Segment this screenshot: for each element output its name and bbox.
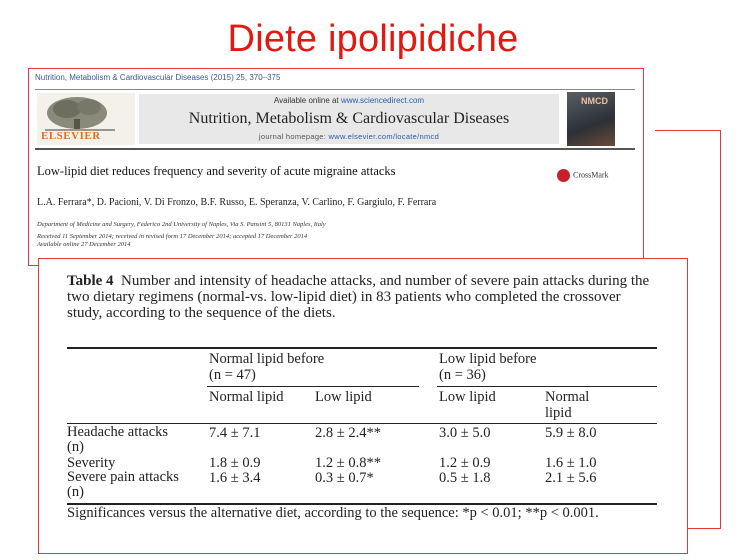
table-cell: 0.3 ± 0.7* [315, 470, 374, 486]
publisher-name: ELSEVIER [41, 130, 101, 142]
column-header-3: Low lipid [439, 389, 496, 405]
group-n-low-before: (n = 36) [439, 367, 486, 383]
table-label: Table 4 [67, 273, 114, 289]
journal-masthead [35, 89, 635, 150]
table-cell: 1.6 ± 1.0 [545, 455, 597, 471]
homepage-prefix: journal homepage: [258, 132, 329, 141]
journal-cover-image [567, 92, 615, 146]
cover-label: NMCD [581, 96, 608, 106]
available-online-date: Available online 27 December 2014 [37, 241, 131, 248]
table-cell: 1.8 ± 0.9 [209, 455, 261, 471]
journal-reference: Nutrition, Metabolism & Cardiovascular Diseases (2015) 25, 370–375 [35, 73, 281, 82]
table-cell: 1.6 ± 3.4 [209, 470, 261, 486]
row-label-severity: Severity [67, 455, 116, 471]
group-n-normal-before: (n = 47) [209, 367, 256, 383]
column-header-2: Low lipid [315, 389, 372, 405]
crossmark-label: CrossMark [573, 170, 609, 180]
table-caption [67, 273, 657, 321]
table-cell: 3.0 ± 5.0 [439, 425, 491, 441]
sciencedirect-link[interactable]: www.sciencedirect.com [340, 96, 425, 105]
table-cell: 1.2 ± 0.8** [315, 455, 381, 471]
author-list: L.A. Ferrara*, D. Pacioni, V. Di Fronzo, B.F. Russo, E. Speranza, V. Carlino, F. Gargiulo, F. Ferrara [37, 197, 437, 208]
paper-title: Low-lipid diet reduces frequency and severity of acute migraine attacks [37, 164, 396, 178]
table-top-rule [67, 347, 657, 349]
table-cell: 1.2 ± 0.9 [439, 455, 491, 471]
crossmark-badge[interactable] [557, 169, 609, 182]
column-header-1: Normal lipid [209, 389, 284, 405]
availability-prefix: Available online at [273, 96, 341, 105]
table-footnote: Significances versus the alternative diet, according to the sequence: *p < 0.01; **p < 0.001. [67, 505, 599, 521]
table-cell: 5.9 ± 8.0 [545, 425, 597, 441]
table-excerpt [38, 258, 688, 554]
received-dates: Received 11 September 2014; received in revised form 17 December 2014; accepted 17 December 2014 [37, 233, 308, 240]
table-cell: 0.5 ± 1.8 [439, 470, 491, 486]
row-label-headache: Headache attacks (n) [67, 424, 169, 455]
journal-band [139, 94, 559, 144]
crossmark-icon [557, 169, 570, 182]
row-label-severe-pain: Severe pain attacks (n) [67, 469, 179, 500]
group-header-normal-before: Normal lipid before [209, 351, 325, 367]
column-header-4: Normal lipid [545, 389, 590, 421]
table-cell: 2.1 ± 5.6 [545, 470, 597, 486]
article-header-excerpt [28, 68, 644, 266]
affiliation: Department of Medicine and Surgery, Federico 2nd University of Naples, Via S. Pansini 5, 80131 Naples, Italy [37, 221, 326, 228]
availability-line [139, 96, 559, 105]
homepage-link[interactable]: www.elsevier.com/locate/nmcd [328, 132, 440, 141]
journal-name: Nutrition, Metabolism & Cardiovascular Diseases [188, 110, 510, 127]
slide-title: Diete ipolipidiche [227, 18, 519, 60]
table-cell: 7.4 ± 7.1 [209, 425, 261, 441]
group-rule-right [437, 386, 657, 387]
table-caption-text: Number and intensity of headache attacks, and number of severe pain attacks during the two dietary regimens (normal-vs. low-lipid diet) in 83 patients who completed the crossover study, according to the sequence of the diets. [67, 273, 650, 321]
group-rule-left [207, 386, 419, 387]
article-dates [37, 233, 617, 249]
table-cell: 2.8 ± 2.4** [315, 425, 381, 441]
group-header-low-before: Low lipid before [439, 351, 537, 367]
journal-homepage [139, 132, 559, 141]
